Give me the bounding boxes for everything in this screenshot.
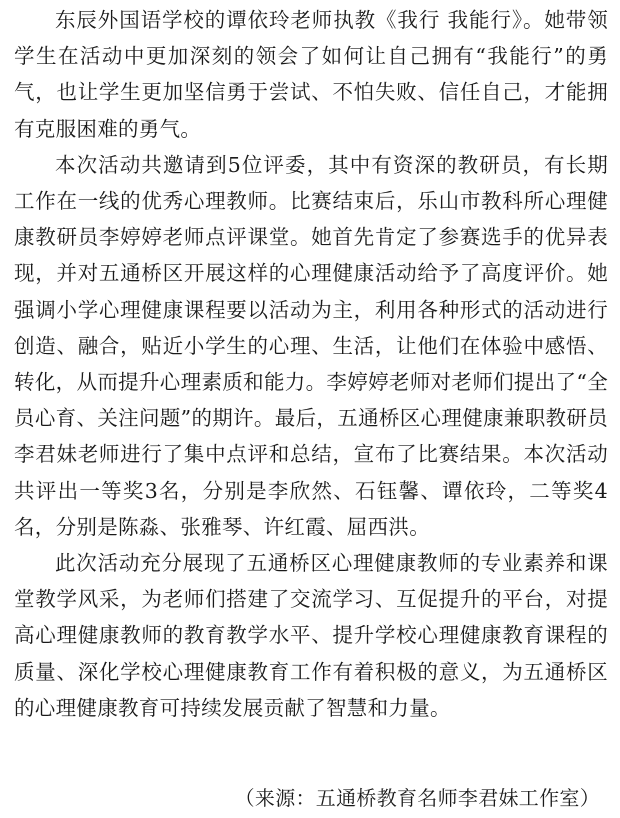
- paragraph-judges-review: 本次活动共邀请到5位评委，其中有资深的教研员，有长期工作在一线的优秀心理教师。比赛结束后，乐山市教科所心理健康教研员李婷婷老师点评课堂。她首先肯定了参赛选手的优异表现，并对五通桥区开展这样的心理健康活动给予了高度评价。她强调小学心理健康课程要以活动为主，利用各种形式的活动进行创造、融合，贴近小学生的心理、生活，让他们在体验中感悟、转化，从而提升心理素质和能力。李婷婷老师对老师们提出了“全员心育、关注问题”的期许。最后，五通桥区心理健康兼职教研员李君妹老师进行了集中点评和总结，宣布了比赛结果。本次活动共评出一等奖3名，分别是李欣然、石钰馨、谭依玲，二等奖4名，分别是陈淼、张雅琴、许红霞、屈西洪。: [14, 152, 608, 539]
- paragraph-conclusion: 此次活动充分展现了五通桥区心理健康教师的专业素养和课堂教学风采，为老师们搭建了交流学习、互促提升的平台，对提高心理健康教师的教育教学水平、提升学校心理健康教育课程的质量、深化学校心理健康教育工作有着积极的意义，为五通桥区的心理健康教育可持续发展贡献了智慧和力量。: [14, 551, 608, 720]
- article-source: （来源：五通桥教育名师李君妹工作室）: [234, 786, 600, 810]
- paragraph-teacher-lesson: 东辰外国语学校的谭依玲老师执教《我行 我能行》。她带领学生在活动中更加深刻的领会了如何让自己拥有“我能行”的勇气，也让学生更加坚信勇于尝试、不怕失败、信任自己，才能拥有克服困难的勇气。: [14, 8, 608, 141]
- article-body: [14, 2, 608, 726]
